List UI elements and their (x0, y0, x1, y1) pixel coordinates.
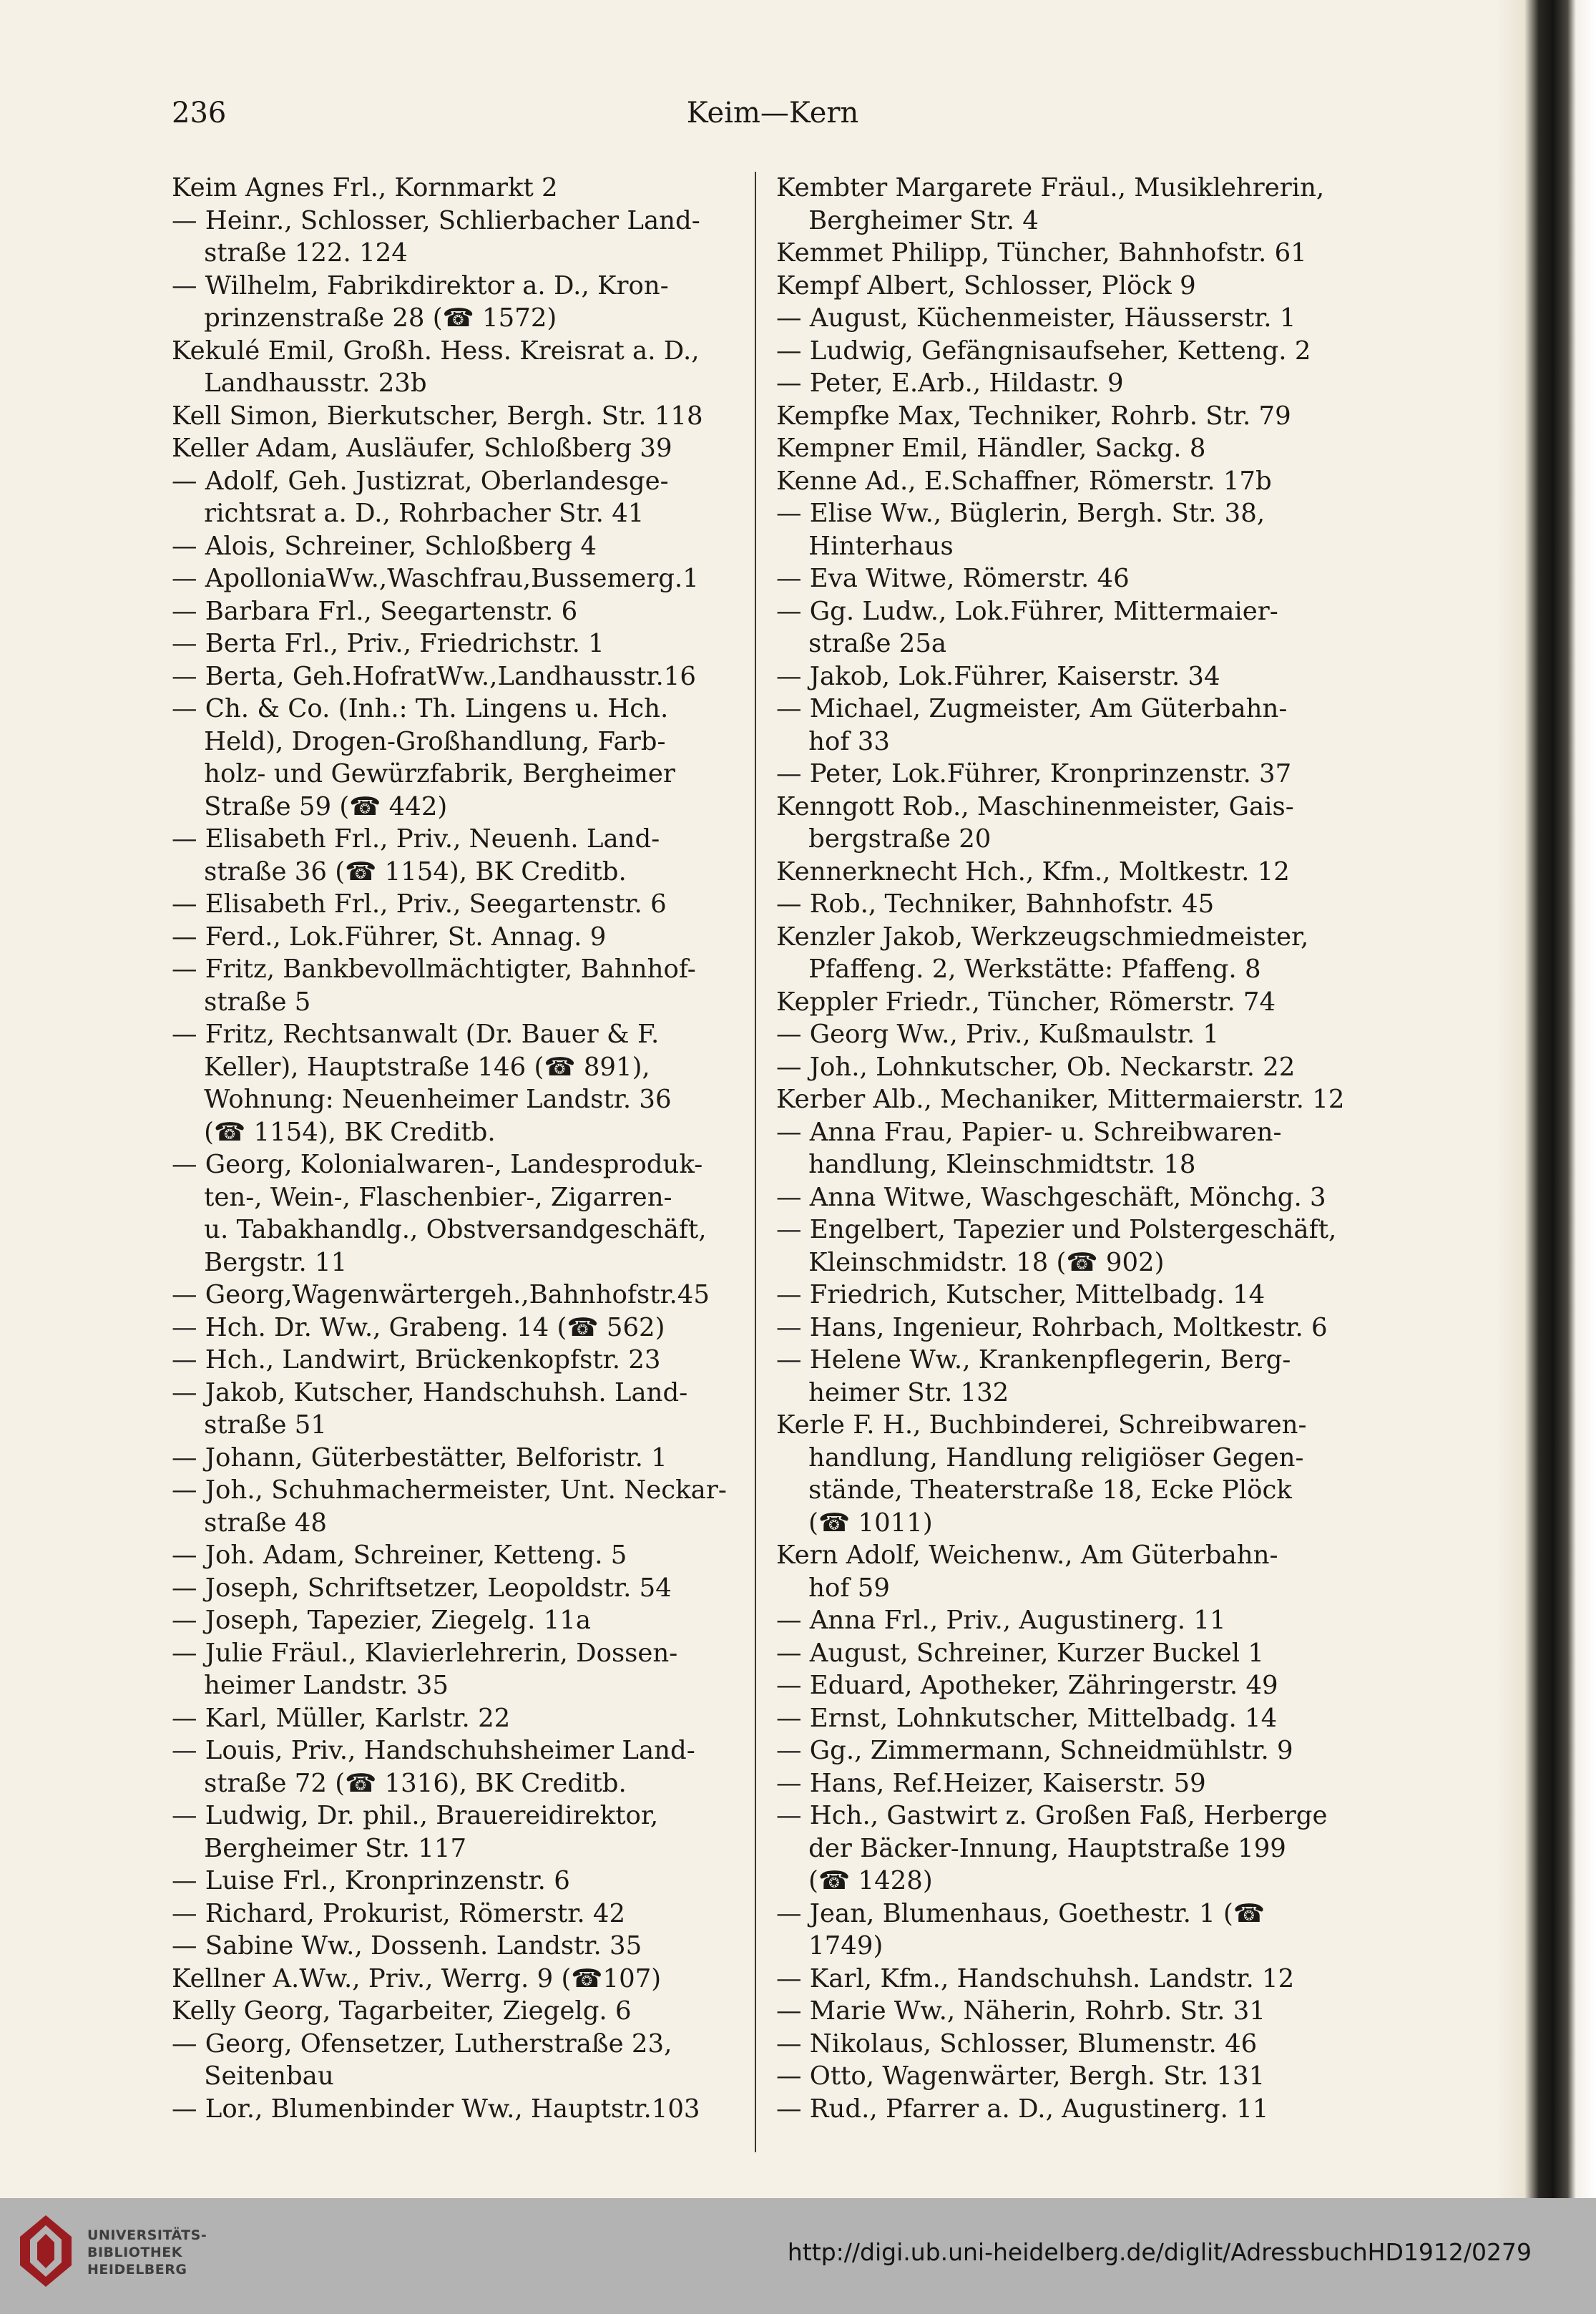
directory-line: Kleinschmidstr. 18 (☎ 902) (776, 1247, 1165, 1277)
directory-line: — Sabine Ww., Dossenh. Landstr. 35 (172, 1931, 642, 1961)
directory-line: Kenzler Jakob, Werkzeugschmiedmeister, (776, 922, 1309, 952)
directory-line: straße 48 (172, 1508, 327, 1538)
directory-line: — Karl, Kfm., Handschuhsh. Landstr. 12 (776, 1963, 1295, 1993)
directory-line: Keller), Hauptstraße 146 (☎ 891), (172, 1052, 650, 1082)
directory-line: — Karl, Müller, Karlstr. 22 (172, 1703, 511, 1733)
directory-line: Keppler Friedr., Tüncher, Römerstr. 74 (776, 987, 1276, 1017)
directory-line: — Hans, Ingenieur, Rohrbach, Moltkestr. 6 (776, 1312, 1328, 1342)
directory-line: Kennerknecht Hch., Kfm., Moltkestr. 12 (776, 856, 1290, 887)
directory-line: — Rud., Pfarrer a. D., Augustinerg. 11 (776, 2094, 1269, 2124)
directory-line: — Luise Frl., Kronprinzenstr. 6 (172, 1866, 570, 1895)
directory-line: — Louis, Priv., Handschuhsheimer Land- (172, 1736, 695, 1765)
running-head: Keim—Kern (686, 97, 859, 130)
directory-line: — Barbara Frl., Seegartenstr. 6 (172, 596, 578, 626)
directory-line: — Joh., Schuhmachermeister, Unt. Neckar- (172, 1475, 727, 1505)
directory-line: — Fritz, Rechtsanwalt (Dr. Bauer & F. (172, 1020, 660, 1049)
column-divider (755, 172, 756, 2152)
directory-line: Wohnung: Neuenheimer Landstr. 36 (172, 1085, 672, 1114)
directory-line: — Ludwig, Gefängnisaufseher, Ketteng. 2 (776, 336, 1311, 366)
directory-line: — Lor., Blumenbinder Ww., Hauptstr.103 (172, 2094, 700, 2124)
directory-line: Kell Simon, Bierkutscher, Bergh. Str. 118 (172, 401, 703, 431)
directory-line: — Jakob, Kutscher, Handschuhsh. Land- (172, 1377, 688, 1407)
directory-line: — Elise Ww., Büglerin, Bergh. Str. 38, (776, 499, 1265, 528)
directory-line: — ApolloniaWw.,Waschfrau,Bussemerg.1 (172, 564, 699, 593)
footer-bar (0, 2198, 1596, 2314)
scan-edge (1496, 0, 1596, 2314)
directory-line: — Otto, Wagenwärter, Bergh. Str. 131 (776, 2061, 1265, 2091)
directory-line: — Gg. Ludw., Lok.Führer, Mittermaier- (776, 596, 1278, 626)
directory-line: heimer Str. 132 (776, 1377, 1009, 1407)
directory-line: Kempfke Max, Techniker, Rohrb. Str. 79 (776, 401, 1291, 431)
directory-line: 1749) (776, 1931, 883, 1961)
directory-line: — Engelbert, Tapezier und Polstergeschäft, (776, 1215, 1337, 1244)
directory-line: — Julie Fräul., Klavierlehrerin, Dossen- (172, 1638, 678, 1668)
logo-line: HEIDELBERG (87, 2262, 187, 2278)
directory-line: Keller Adam, Ausläufer, Schloßberg 39 (172, 434, 672, 463)
directory-line: — Michael, Zugmeister, Am Güterbahn- (776, 694, 1288, 723)
directory-line: Pfaffeng. 2, Werkstätte: Pfaffeng. 8 (776, 955, 1261, 984)
library-logo-text (87, 2227, 207, 2278)
page-number: 236 (172, 97, 227, 130)
directory-line: straße 36 (☎ 1154), BK Creditb. (172, 856, 627, 887)
directory-line: — Joseph, Schriftsetzer, Leopoldstr. 54 (172, 1573, 672, 1603)
directory-line: straße 51 (172, 1410, 327, 1440)
directory-line: — Joh. Adam, Schreiner, Ketteng. 5 (172, 1541, 627, 1570)
directory-line: Kellner A.Ww., Priv., Werrg. 9 (☎107) (172, 1963, 662, 1993)
directory-line: — Anna Witwe, Waschgeschäft, Mönchg. 3 (776, 1182, 1326, 1212)
directory-line: — Marie Ww., Näherin, Rohrb. Str. 31 (776, 1996, 1265, 2026)
directory-line: — Fritz, Bankbevollmächtigter, Bahnhof- (172, 955, 696, 984)
directory-line: holz- und Gewürzfabrik, Bergheimer (172, 759, 675, 789)
page-header (165, 97, 1381, 140)
directory-line: — August, Küchenmeister, Häusserstr. 1 (776, 303, 1296, 333)
directory-line: — Anna Frl., Priv., Augustinerg. 11 (776, 1606, 1226, 1635)
directory-line: — Ferd., Lok.Führer, St. Annag. 9 (172, 922, 607, 952)
directory-line: — Rob., Techniker, Bahnhofstr. 45 (776, 889, 1215, 919)
library-logo-icon (20, 2215, 72, 2287)
directory-line: — Johann, Güterbestätter, Belforistr. 1 (172, 1442, 667, 1473)
directory-line: Kempf Albert, Schlosser, Plöck 9 (776, 270, 1196, 301)
directory-line: Kenngott Rob., Maschinenmeister, Gais- (776, 791, 1294, 821)
directory-line: — Peter, Lok.Führer, Kronprinzenstr. 37 (776, 759, 1292, 789)
directory-line: — Jakob, Lok.Führer, Kaiserstr. 34 (776, 661, 1220, 691)
directory-line: Bergstr. 11 (172, 1247, 348, 1277)
directory-line: bergstraße 20 (776, 824, 992, 854)
directory-line: Bergheimer Str. 4 (776, 205, 1039, 235)
directory-line: — Ludwig, Dr. phil., Brauereidirektor, (172, 1801, 659, 1830)
directory-line: u. Tabakhandlg., Obstversandgeschäft, (172, 1215, 707, 1244)
directory-line: — Gg., Zimmermann, Schneidmühlstr. 9 (776, 1736, 1293, 1765)
directory-line: straße 25a (776, 629, 947, 658)
directory-line: Seitenbau (172, 2061, 334, 2091)
directory-line: — Friedrich, Kutscher, Mittelbadg. 14 (776, 1280, 1265, 1309)
directory-line: — Eva Witwe, Römerstr. 46 (776, 564, 1130, 593)
directory-line: — Adolf, Geh. Justizrat, Oberlandesge- (172, 466, 669, 496)
directory-line: Landhausstr. 23b (172, 368, 427, 398)
directory-line: Kern Adolf, Weichenw., Am Güterbahn- (776, 1541, 1278, 1570)
directory-line: Kerle F. H., Buchbinderei, Schreibwaren- (776, 1410, 1307, 1440)
directory-line: — Hch., Gastwirt z. Großen Faß, Herberge (776, 1801, 1328, 1830)
logo-line: BIBLIOTHEK (87, 2245, 182, 2260)
directory-line: Kekulé Emil, Großh. Hess. Kreisrat a. D., (172, 336, 700, 366)
directory-line: der Bäcker-Innung, Hauptstraße 199 (776, 1833, 1286, 1863)
directory-line: — August, Schreiner, Kurzer Buckel 1 (776, 1638, 1264, 1668)
directory-line: Kerber Alb., Mechaniker, Mittermaierstr. 12 (776, 1085, 1345, 1114)
directory-line: Bergheimer Str. 117 (172, 1833, 467, 1863)
directory-line: — Anna Frau, Papier- u. Schreibwaren- (776, 1117, 1282, 1147)
directory-line: — Georg, Kolonialwaren-, Landesproduk- (172, 1150, 703, 1179)
directory-line: — Ch. & Co. (Inh.: Th. Lingens u. Hch. (172, 694, 669, 723)
directory-line: — Elisabeth Frl., Priv., Seegartenstr. 6 (172, 889, 667, 919)
directory-line: — Ernst, Lohnkutscher, Mittelbadg. 14 (776, 1703, 1278, 1733)
logo-line: UNIVERSITÄTS- (87, 2227, 207, 2243)
directory-line: hof 59 (776, 1573, 890, 1603)
directory-line: — Georg, Ofensetzer, Lutherstraße 23, (172, 2029, 672, 2059)
directory-line: Keim Agnes Frl., Kornmarkt 2 (172, 173, 558, 202)
directory-line: — Wilhelm, Fabrikdirektor a. D., Kron- (172, 270, 669, 301)
directory-line: — Hch. Dr. Ww., Grabeng. 14 (☎ 562) (172, 1312, 665, 1342)
directory-line: — Hch., Landwirt, Brückenkopfstr. 23 (172, 1345, 661, 1375)
directory-line: — Eduard, Apotheker, Zähringerstr. 49 (776, 1671, 1278, 1700)
directory-line: Kelly Georg, Tagarbeiter, Ziegelg. 6 (172, 1996, 632, 2026)
directory-line: — Peter, E.Arb., Hildastr. 9 (776, 368, 1124, 398)
directory-line: — Berta Frl., Priv., Friedrichstr. 1 (172, 629, 604, 658)
directory-line: (☎ 1154), BK Creditb. (172, 1117, 496, 1147)
directory-line: Kembter Margarete Fräul., Musiklehrerin, (776, 173, 1325, 202)
directory-line: — Richard, Prokurist, Römerstr. 42 (172, 1898, 626, 1928)
directory-line: (☎ 1428) (776, 1866, 933, 1895)
directory-line: Kemmet Philipp, Tüncher, Bahnhofstr. 61 (776, 238, 1307, 268)
directory-line: — Georg Ww., Priv., Kußmaulstr. 1 (776, 1020, 1219, 1049)
directory-line: handlung, Kleinschmidtstr. 18 (776, 1150, 1196, 1179)
directory-line: — Heinr., Schlosser, Schlierbacher Land- (172, 205, 700, 235)
directory-line: richtsrat a. D., Rohrbacher Str. 41 (172, 499, 645, 528)
directory-line: Kenne Ad., E.Schaffner, Römerstr. 17b (776, 466, 1272, 496)
directory-line: ten-, Wein-, Flaschenbier-, Zigarren- (172, 1182, 672, 1212)
directory-line: — Jean, Blumenhaus, Goethestr. 1 (☎ (776, 1898, 1265, 1928)
directory-line: (☎ 1011) (776, 1508, 933, 1538)
directory-line: Hinterhaus (776, 531, 954, 561)
directory-line: Kempner Emil, Händler, Sackg. 8 (776, 434, 1206, 463)
directory-line: — Berta, Geh.HofratWw.,Landhausstr.16 (172, 661, 696, 691)
directory-line: prinzenstraße 28 (☎ 1572) (172, 303, 557, 333)
directory-line: straße 5 (172, 987, 311, 1017)
directory-line: Straße 59 (☎ 442) (172, 791, 448, 821)
source-url[interactable]: http://digi.ub.uni-heidelberg.de/diglit/AdressbuchHD1912/0279 (787, 2238, 1532, 2266)
directory-line: heimer Landstr. 35 (172, 1671, 449, 1700)
directory-line: hof 33 (776, 726, 890, 756)
directory-line: — Joh., Lohnkutscher, Ob. Neckarstr. 22 (776, 1052, 1296, 1082)
directory-line: straße 122. 124 (172, 238, 408, 268)
left-column (172, 172, 758, 2125)
directory-line: Held), Drogen-Großhandlung, Farb- (172, 726, 666, 756)
directory-line: — Nikolaus, Schlosser, Blumenstr. 46 (776, 2029, 1258, 2059)
directory-line: — Helene Ww., Krankenpflegerin, Berg- (776, 1345, 1291, 1375)
right-column (776, 172, 1363, 2125)
directory-line: handlung, Handlung religiöser Gegen- (776, 1442, 1304, 1473)
directory-line: straße 72 (☎ 1316), BK Creditb. (172, 1768, 627, 1798)
directory-line: — Georg,Wagenwärtergeh.,Bahnhofstr.45 (172, 1280, 710, 1309)
directory-line: stände, Theaterstraße 18, Ecke Plöck (776, 1475, 1292, 1505)
directory-line: — Elisabeth Frl., Priv., Neuenh. Land- (172, 824, 660, 854)
directory-line: — Joseph, Tapezier, Ziegelg. 11a (172, 1606, 592, 1635)
directory-line: — Hans, Ref.Heizer, Kaiserstr. 59 (776, 1768, 1206, 1798)
directory-line: — Alois, Schreiner, Schloßberg 4 (172, 531, 597, 561)
